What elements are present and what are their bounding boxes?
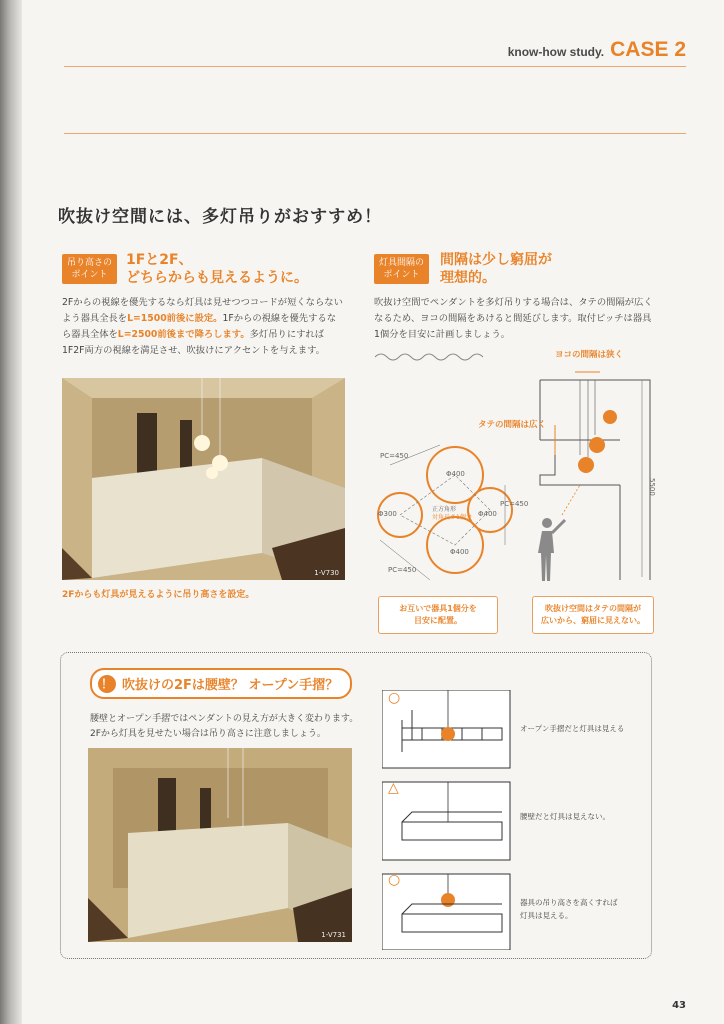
spacing-diagram <box>370 345 660 585</box>
exclamation-icon: ！ <box>98 675 116 693</box>
plan-d1: Φ400 <box>446 470 465 478</box>
left-body-p1: 2Fからの視線を優先するなら灯具は見せつつコードが短くならないよう器具全長を <box>62 297 343 324</box>
plan-pc1: PC=450 <box>380 452 409 460</box>
right-heading-line1: 間隔は少し窮屈が <box>440 252 552 268</box>
section-rule <box>64 133 686 134</box>
left-body <box>62 295 344 359</box>
plan-d4: Φ400 <box>450 548 469 556</box>
right-body: 吹抜け空間でペンダントを多灯吊りする場合は、タテの間隔が広くなるため、ヨコの間隔をあけると間延びします。取付ピッチは器具1個分を目安に計画しましょう。 <box>374 297 653 340</box>
plan-pc3: PC=450 <box>388 566 417 574</box>
pendant-3 <box>578 457 594 473</box>
page-gutter-shadow <box>0 0 22 1024</box>
plan-center-label: 正方角形 <box>432 506 457 513</box>
left-photo <box>62 378 345 580</box>
stairwell-photo-illustration <box>62 378 345 580</box>
diagram2-text: 腰壁だと灯具は見えない。 <box>520 812 610 821</box>
plan-center-label2: 対角長さ1個分 <box>432 514 472 521</box>
diagram3-text-line2: 灯具は見える。 <box>520 911 573 920</box>
diagram3-text <box>520 896 618 922</box>
left-body-highlight2: L=2500前後まで降ろします。 <box>117 329 250 340</box>
pendant-2 <box>589 437 605 453</box>
note-left-line2: 目安に配置。 <box>414 616 462 625</box>
diagram3-text-line1: 器具の吊り高さを高くすれば <box>520 898 618 907</box>
railing-diagrams <box>382 690 512 950</box>
left-heading-line2: どちらからも見えるように。 <box>126 270 308 286</box>
column-body-line2: 2Fから灯具を見せたい場合は吊り高さに注意しましょう。 <box>90 729 326 739</box>
left-heading <box>126 251 308 287</box>
left-badge-line1: 吊り高さの <box>67 258 113 268</box>
plan-d2: Φ300 <box>378 510 397 518</box>
column-body <box>90 712 380 742</box>
left-body-highlight1: L=1500前後に設定。 <box>127 313 223 324</box>
bottom-photo <box>88 748 352 942</box>
note-right <box>532 596 654 634</box>
left-caption: 2Fからも灯具が見えるように吊り高さを設定。 <box>62 590 255 600</box>
diagram1-text: オープン手摺だと灯具は見える <box>520 724 625 733</box>
page-number: 43 <box>672 1000 686 1011</box>
left-body-p2: 1Fからの視線を優先するなら器具全体を <box>62 313 336 340</box>
mark-circle-2: ○ <box>388 872 401 888</box>
page-header <box>508 38 686 62</box>
left-body-p3: 多灯吊りにすれば1F2F両方の視線を満足させ、吹抜けにアクセントを与えます。 <box>62 329 325 356</box>
note-left-line1: お互いで器具1個分を <box>399 604 477 613</box>
left-badge-line2: ポイント <box>71 270 108 280</box>
right-badge-line2: ポイント <box>383 270 420 280</box>
pendant-1 <box>603 410 617 424</box>
note-right-line1: 吹抜け空間はタテの間隔が <box>545 604 641 613</box>
mark-triangle: △ <box>388 780 399 796</box>
bottom-photo-code: 1-V731 <box>321 931 346 939</box>
column-tab-label: 吹抜けの2Fは腰壁？ オープン手摺？ <box>122 678 339 693</box>
note-left <box>378 596 498 634</box>
note-right-line2: 広いから、窮屈に見えない。 <box>541 616 645 625</box>
case-label: CASE 2 <box>610 38 686 61</box>
wavy-underline <box>375 354 483 360</box>
waist-wall-photo-illustration <box>88 748 352 942</box>
plan-pc2: PC=450 <box>500 500 529 508</box>
column-tab <box>90 668 352 699</box>
page-title: 吹抜け空間には、多灯吊りがおすすめ！ <box>58 207 383 227</box>
right-badge <box>374 254 429 284</box>
plan-d3: Φ400 <box>478 510 497 518</box>
right-heading <box>440 251 552 287</box>
knowhow-label: know-how study. <box>507 45 605 59</box>
column-body-line1: 腰壁とオープン手摺ではペンダントの見え方が大きく変わります。 <box>90 714 359 724</box>
height-dimension: 5500 <box>648 478 656 496</box>
left-badge <box>62 254 117 284</box>
mark-circle-1: ○ <box>388 690 401 706</box>
tate-label: タテの間隔は広く <box>478 420 547 430</box>
header-rule <box>64 66 686 67</box>
yoko-label: ヨコの間隔は狭く <box>555 350 624 360</box>
right-badge-line1: 灯具間隔の <box>379 258 425 268</box>
left-photo-code: 1-V730 <box>314 569 339 577</box>
right-heading-line2: 理想的。 <box>440 270 496 286</box>
left-heading-line1: 1Fと2F、 <box>126 252 193 268</box>
